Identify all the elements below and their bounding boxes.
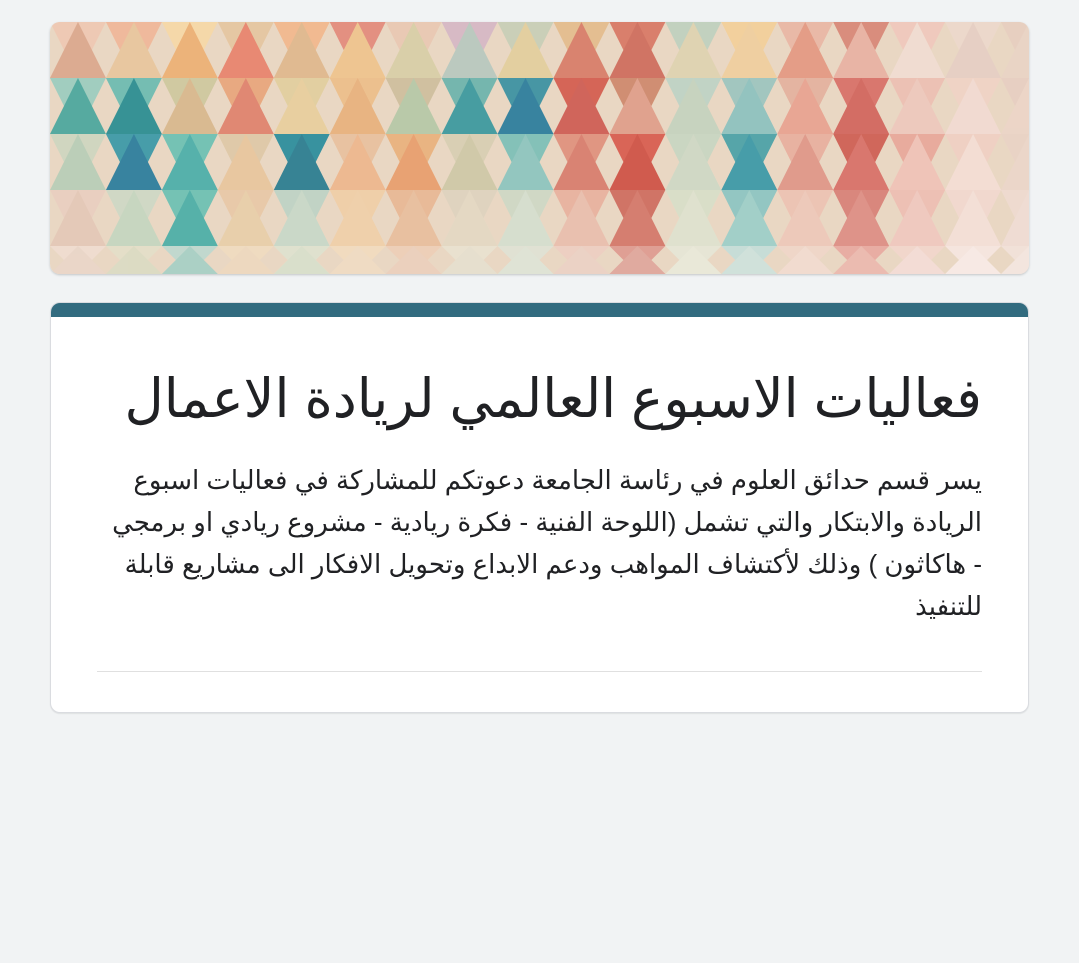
banner-mosaic-image: [50, 22, 1029, 274]
form-header-card: [50, 302, 1029, 713]
form-title[interactable]: فعاليات الاسبوع العالمي لريادة الاعمال: [124, 369, 982, 429]
form-banner-card: [50, 22, 1029, 274]
form-accent-bar: [51, 303, 1028, 317]
form-description[interactable]: يسر قسم حدائق العلوم في رئاسة الجامعة دعوتكم للمشاركة في فعاليات اسبوع الريادة والابتكار والتي تشمل (اللوحة الفنية - فكرة ريادية - مشروع ريادي او برمجي - هاكاثون ) وذلك لأكتشاف المواهب ودعم الابداع وتحويل الافكار الى مشاريع قابلة للتنفيذ: [104, 464, 982, 622]
card-divider: [97, 671, 982, 672]
form-header-body: [51, 317, 1028, 712]
